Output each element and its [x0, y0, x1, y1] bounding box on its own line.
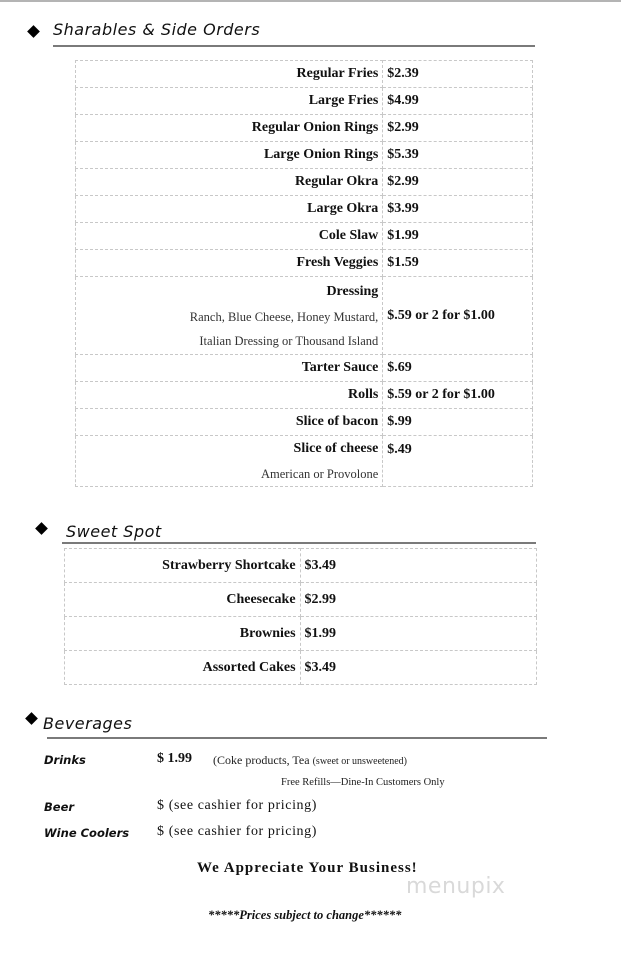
- table-row: [76, 169, 533, 196]
- drinks-note-text: (Coke products, Tea: [213, 753, 310, 767]
- section-rule: [47, 737, 547, 739]
- item-description: Italian Dressing or Thousand Island: [199, 333, 379, 348]
- item-price: $2.99: [300, 583, 536, 617]
- beverage-price-drinks: $ 1.99: [157, 751, 192, 766]
- item-name: Slice of cheese: [293, 441, 379, 456]
- table-row: [76, 382, 533, 409]
- table-row: [76, 277, 533, 355]
- section-rule: [53, 45, 535, 47]
- table-row: [76, 409, 533, 436]
- beverage-note-drinks: [213, 753, 407, 768]
- table-row: [76, 88, 533, 115]
- item-price: $2.99: [383, 169, 533, 196]
- table-row: [76, 142, 533, 169]
- item-name: Strawberry Shortcake: [65, 549, 301, 583]
- item-name: Large Fries: [76, 88, 383, 115]
- table-row: [65, 549, 537, 583]
- watermark-logo: menupix: [406, 874, 506, 899]
- item-description: American or Provolone: [260, 467, 379, 481]
- item-price: $5.39: [383, 142, 533, 169]
- sweets-table: [64, 548, 537, 685]
- item-price: $3.49: [300, 651, 536, 685]
- item-name: Slice of bacon: [76, 409, 383, 436]
- item-price: $1.99: [300, 617, 536, 651]
- table-row: [65, 651, 537, 685]
- item-name: Fresh Veggies: [76, 250, 383, 277]
- item-price: $2.99: [383, 115, 533, 142]
- beverage-label-beer: Beer: [44, 800, 75, 814]
- beverage-price-wine-coolers: $ (see cashier for pricing): [157, 824, 318, 839]
- table-row: [76, 115, 533, 142]
- section-rule: [62, 542, 536, 544]
- table-row: [76, 196, 533, 223]
- item-name: Tarter Sauce: [76, 355, 383, 382]
- diamond-bullet-icon: [27, 25, 40, 38]
- item-price: $.59 or 2 for $1.00: [383, 277, 533, 355]
- refills-note: Free Refills—Dine-In Customers Only: [281, 777, 445, 788]
- item-name: Assorted Cakes: [65, 651, 301, 685]
- item-price: $2.39: [383, 61, 533, 88]
- item-name: Dressing: [326, 283, 379, 299]
- item-price: $1.59: [383, 250, 533, 277]
- item-cell-cheese: [76, 436, 383, 487]
- table-row: [76, 355, 533, 382]
- item-name: Rolls: [76, 382, 383, 409]
- item-price: $4.99: [383, 88, 533, 115]
- item-name: Cheesecake: [65, 583, 301, 617]
- thanks-message: We Appreciate Your Business!: [197, 860, 418, 876]
- item-price: [383, 436, 533, 487]
- item-name: Regular Onion Rings: [76, 115, 383, 142]
- item-name: Regular Okra: [76, 169, 383, 196]
- table-row: [76, 223, 533, 250]
- table-row: [65, 583, 537, 617]
- item-price: $3.49: [300, 549, 536, 583]
- section-title-sweets: Sweet Spot: [66, 522, 162, 541]
- table-row: [65, 617, 537, 651]
- section-title-sides: Sharables & Side Orders: [53, 20, 261, 39]
- beverage-label-drinks: Drinks: [44, 753, 86, 767]
- table-row: [76, 61, 533, 88]
- price-notice: *****Prices subject to change******: [208, 908, 402, 922]
- item-price: $.59 or 2 for $1.00: [383, 382, 533, 409]
- table-row: [76, 250, 533, 277]
- diamond-bullet-icon: [25, 712, 38, 725]
- item-cell-dressing: [76, 277, 383, 355]
- table-row: [76, 436, 533, 487]
- diamond-bullet-icon: [35, 522, 48, 535]
- beverage-price-beer: $ (see cashier for pricing): [157, 798, 318, 813]
- item-price-text: $.49: [387, 442, 412, 457]
- item-name: Large Okra: [76, 196, 383, 223]
- item-description: Ranch, Blue Cheese, Honey Mustard,: [189, 309, 379, 324]
- item-name: Regular Fries: [76, 61, 383, 88]
- item-name: Cole Slaw: [76, 223, 383, 250]
- item-price: $3.99: [383, 196, 533, 223]
- item-price: $.69: [383, 355, 533, 382]
- item-name: Large Onion Rings: [76, 142, 383, 169]
- top-border: [0, 0, 621, 2]
- item-name: Brownies: [65, 617, 301, 651]
- item-price: $.99: [383, 409, 533, 436]
- item-price: $1.99: [383, 223, 533, 250]
- sides-table: [75, 60, 533, 487]
- drinks-note-small: (sweet or unsweetened): [312, 756, 407, 767]
- section-title-beverages: Beverages: [43, 714, 133, 733]
- beverage-label-wine-coolers: Wine Coolers: [44, 826, 130, 840]
